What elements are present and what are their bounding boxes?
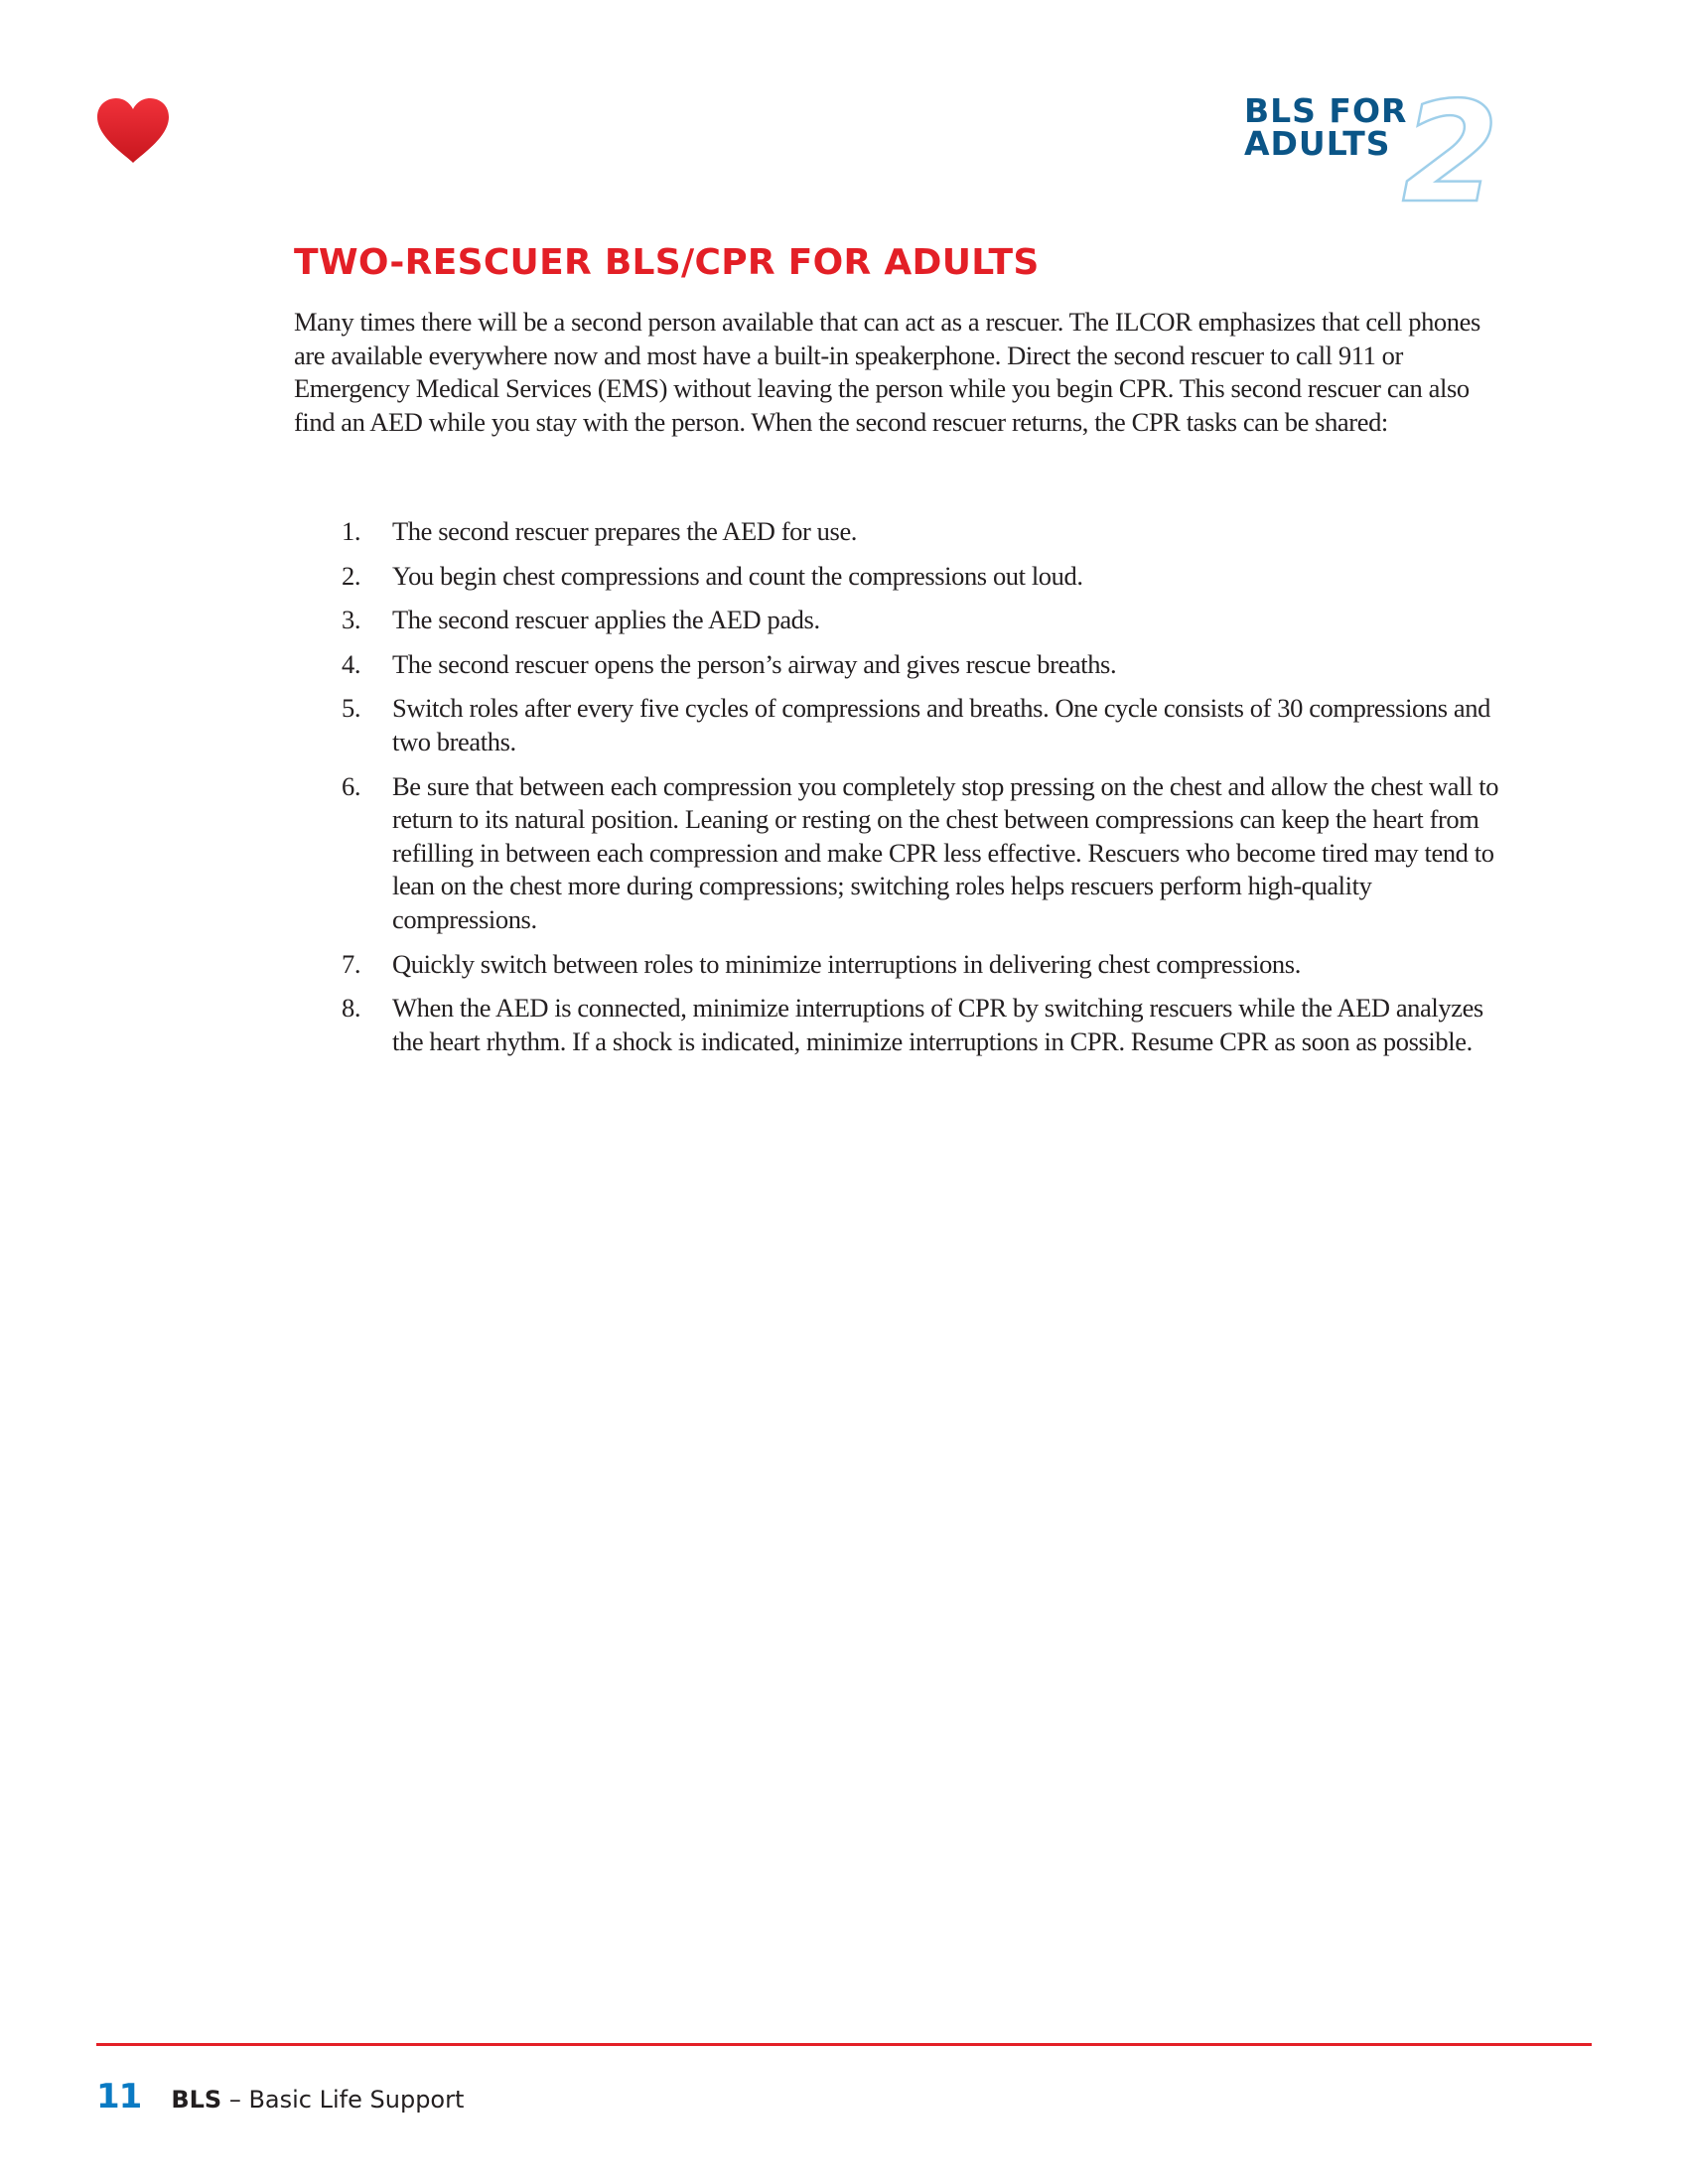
list-item <box>294 515 1505 549</box>
list-item-text: The second rescuer opens the person’s airway and gives rescue breaths. <box>392 648 1117 679</box>
list-item <box>294 948 1505 982</box>
list-item <box>294 992 1505 1058</box>
list-item-number: 5. <box>342 693 361 724</box>
heart-icon <box>95 97 171 165</box>
list-item-number: 6. <box>342 770 361 801</box>
list-item <box>294 770 1505 937</box>
footer-divider <box>96 2043 1592 2046</box>
chapter-number <box>1398 89 1507 208</box>
footer <box>96 2077 464 2116</box>
list-item-text: The second rescuer applies the AED pads. <box>392 605 820 635</box>
list-item <box>294 692 1505 758</box>
list-item-text: You begin chest compressions and count the compressions out loud. <box>392 560 1083 591</box>
chapter-title-line1: BLS FOR <box>1244 91 1408 130</box>
list-item <box>294 604 1505 637</box>
intro-paragraph <box>294 306 1497 439</box>
steps-list <box>294 515 1505 1069</box>
list-item-number: 2. <box>342 560 361 591</box>
footer-book-short: BLS <box>171 2086 222 2114</box>
list-item <box>294 560 1505 594</box>
footer-book-title: – Basic Life Support <box>221 2086 465 2114</box>
list-item-number: 1. <box>342 516 361 546</box>
intro-text: Many times there will be a second person available that can act as a rescuer. The ILCOR emphasizes that cell phones are available everywhere now and most have a built-in speakerphone. Direct the second rescuer to call 911 or Emergency Medical Services (EMS) without leaving the person while you begin CPR. This second rescuer can also find an AED while you stay with the person. When the second rescuer returns, the CPR tasks can be shared: <box>294 307 1480 437</box>
chapter-number-text: 2 <box>1402 89 1499 208</box>
page-number: 11 <box>96 2077 142 2116</box>
list-item-number: 7. <box>342 948 361 979</box>
section-title: TWO-RESCUER BLS/CPR FOR ADULTS <box>294 242 1040 283</box>
list-item-number: 3. <box>342 605 361 635</box>
list-item <box>294 648 1505 682</box>
list-item-number: 4. <box>342 648 361 679</box>
list-item-number: 8. <box>342 993 361 1024</box>
list-item-text: The second rescuer prepares the AED for use. <box>392 516 858 546</box>
chapter-title-line2: ADULTS <box>1244 124 1391 163</box>
list-item-text: Switch roles after every five cycles of compressions and breaths. One cycle consists of 30 compressions and two breaths. <box>392 693 1490 756</box>
list-item-text: When the AED is connected, minimize interruptions of CPR by switching rescuers while the AED analyzes the heart rhythm. If a shock is indicated, minimize interruptions in CPR. Resume CPR as soon as possible. <box>392 993 1483 1056</box>
list-item-text: Quickly switch between roles to minimize interruptions in delivering chest compressions. <box>392 948 1301 979</box>
list-item-text: Be sure that between each compression you completely stop pressing on the chest and allow the chest wall to return to its natural position. Leaning or resting on the chest between compressions can keep the heart from refilling in between each compression and make CPR less effective. Rescuers who become tired may tend to lean on the chest more during compressions; switching roles helps rescuers perform high-quality compressions. <box>392 770 1499 934</box>
chapter-title <box>1244 91 1408 163</box>
